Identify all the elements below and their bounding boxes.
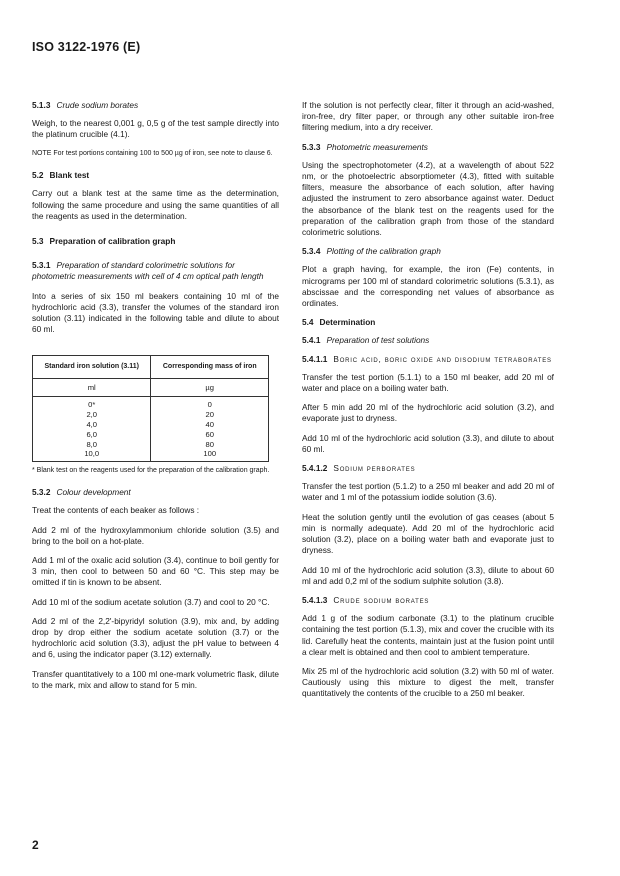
paragraph: Add 10 ml of the hydrochloric acid solution (3.3), dilute to about 60 ml and add 0,2 ml of the sodium sulphite solution (3.8). [302,564,554,586]
table-row: 10,0 100 [33,449,269,461]
note: NOTE For test portions containing 100 to 500 µg of iron, see note to clause 6. [32,149,273,157]
section-5-4-1-1-heading: 5.4.1.1 Boric acid, boric oxide and disodium tetraborates [302,353,552,364]
section-5-4-heading: 5.4 Determination [302,317,376,328]
paragraph: Heat the solution gently until the evolution of gas ceases (about 5 min is normally adequate). Add 20 ml of the hydrochloric acid solution (3.2), place on a boiling water bath and evaporate just to dryness. [302,511,554,556]
paragraph: Add 10 ml of the sodium acetate solution (3.7) and cool to 20 °C. [32,596,270,607]
document-header: ISO 3122-1976 (E) [32,40,141,54]
right-column [302,100,554,708]
table-row: 0* 0 [33,397,269,410]
table-row: 8,0 80 [33,440,269,450]
section-5-4-1-heading: 5.4.1 Preparation of test solutions [302,335,430,346]
section-5-3-3-heading: 5.3.3 Photometric measurements [302,141,428,152]
table-row: 6,0 60 [33,430,269,440]
table-footnote: * Blank test on the reagents used for the preparation of the calibration graph. [32,467,270,475]
section-5-3-heading: 5.3 Preparation of calibration graph [32,235,176,246]
table-row: 2,0 20 [33,410,269,420]
paragraph: Add 2 ml of the hydroxylammonium chloride solution (3.5) and bring to the boil on a hot-plate. [32,524,279,546]
paragraph: After 5 min add 20 ml of the hydrochloric acid solution (3.2), and evaporate just to dryness. [302,402,554,424]
section-5-3-2-heading: 5.3.2 Colour development [32,487,131,498]
calibration-table [32,355,269,462]
paragraph: Add 1 g of the sodium carbonate (3.1) to the platinum crucible containing the test portion (5.1.3), mix and cover the crucible with its lid. Carefully heat the contents, maintain just at the fusion point until a clear melt is obtained and then cool to ambient temperature. [302,613,554,657]
section-5-4-1-2-heading: 5.4.1.2 Sodium perborates [302,463,416,474]
page-number: 2 [32,838,39,852]
paragraph: Add 1 ml of the oxalic acid solution (3.4), continue to boil gently for 3 min, then cool to between 50 and 60 °C. This step may be omitted if tin is known to be absent. [32,554,279,588]
paragraph: Weigh, to the nearest 0,001 g, 0,5 g of the test sample directly into the platinum crucible (4.1). [32,118,279,140]
section-5-2-heading: 5.2 Blank test [32,170,90,181]
table-unit: µg [151,378,269,397]
section-5-3-4-heading: 5.3.4 Plotting of the calibration graph [302,246,441,257]
paragraph: Carry out a blank test at the same time as the determination, following the same procedure and using the same quantities of all the reagents as used in the determination. [32,188,279,221]
paragraph: Using the spectrophotometer (4.2), at a wavelength of about 522 nm, or the photoelectric absorptiometer (4.3), fitted with suitable filters, measure the absorbance of each solution, after having adjusted the instrument to zero absorbance against water. Deduct the absorbance of the blank test on the reagents used for the preparation of the calibration graph from those of the standard colorimetric solutions. [302,159,554,238]
paragraph: Transfer the test portion (5.1.1) to a 150 ml beaker, add 20 ml of water and place on a boiling water bath. [302,371,554,394]
section-5-1-3-heading: 5.1.3 Crude sodium borates [32,100,139,110]
paragraph: Add 2 ml of the 2,2'-bipyridyl solution (3.9), mix and, by adding drop by drop either the sodium acetate solution (3.7) or the hydrochloric acid solution (3.3), adjust the pH value to between 4 and 6, using the indicator paper (3.12) externally. [32,615,279,660]
section-5-4-1-3-heading: 5.4.1.3 Crude sodium borates [302,594,430,605]
paragraph: Transfer the test portion (5.1.2) to a 250 ml beaker and add 20 ml of water and 1 ml of the potassium iodide solution (3.6). [302,481,554,503]
paragraph: Treat the contents of each beaker as follows : [32,505,200,516]
table-header: Corresponding mass of iron [151,356,269,378]
paragraph: Plot a graph having, for example, the iron (Fe) contents, in micrograms per 100 ml of standard colorimetric solutions (5.3.1), as abscissae and the corresponding net values of absorbance as ordinates. [302,264,554,309]
table-unit: ml [33,378,151,397]
section-5-3-1-heading: 5.3.1 Preparation of standard colorimetric solutions for photometric measurements with cell of 4 cm optical path length [32,260,264,282]
paragraph: Add 10 ml of the hydrochloric acid solution (3.3), and dilute to about 60 ml. [302,432,554,454]
paragraph: Mix 25 ml of the hydrochloric acid solution (3.2) with 50 ml of water. Cautiously using this mixture to digest the melt, transfer quantitatively the contents of the crucible to a 250 ml beaker. [302,665,554,699]
table-header: Standard iron solution (3.11) [33,356,151,378]
paragraph: If the solution is not perfectly clear, filter it through an acid-washed, iron-free, dry filter paper, or through any other suitable iron-free filtering medium, into a dry receiver. [302,100,554,133]
paragraph: Transfer quantitatively to a 100 ml one-mark volumetric flask, dilute to the mark, mix and allow to stand for 5 min. [32,668,279,690]
left-column [32,100,279,699]
paragraph: Into a series of six 150 ml beakers containing 10 ml of the hydrochloric acid (3.3), transfer the volumes of the standard iron solution (3.11) indicated in the following table and dilute to about 60 ml. [32,290,279,335]
table-row: 4,0 40 [33,420,269,430]
